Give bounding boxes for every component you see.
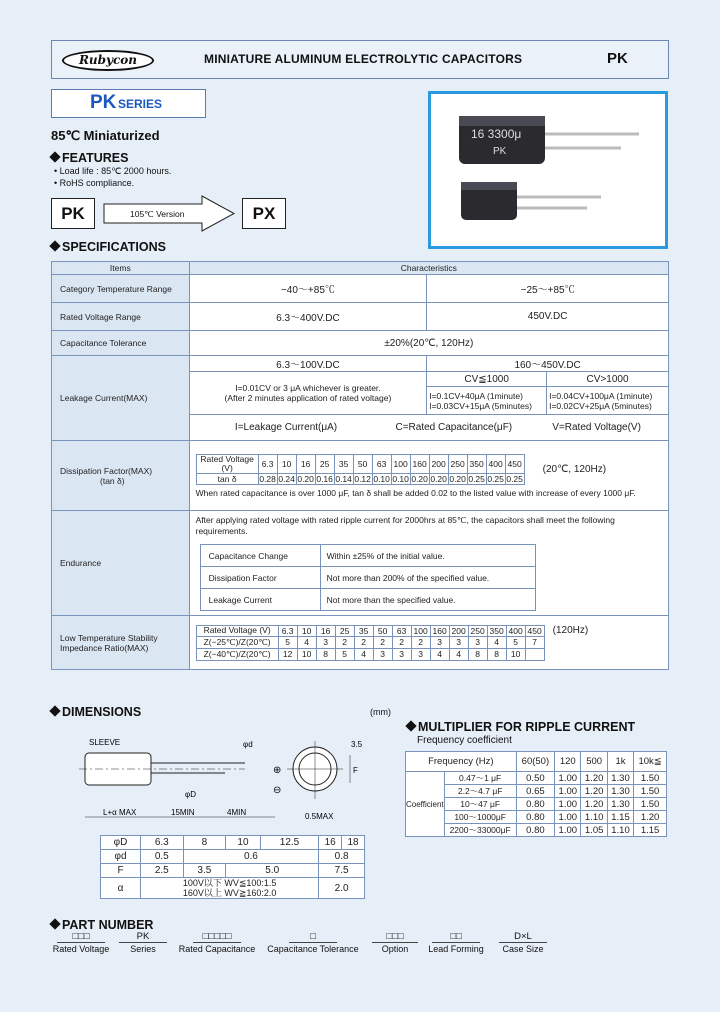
part-number-code: □ — [289, 931, 337, 943]
endurance-label: Endurance — [52, 511, 190, 616]
lt-label-line2: Impedance Ratio(MAX) — [60, 642, 149, 653]
lt-voltage: 200 — [449, 625, 468, 636]
dim-F: 5.0 — [226, 864, 319, 878]
df-tan: 0.25 — [487, 473, 504, 484]
mult-value: 1.30 — [607, 798, 633, 811]
dim-D: 6.3 — [141, 836, 184, 850]
header-banner — [51, 40, 669, 79]
upgrade-label: 105℃ Version — [130, 209, 185, 219]
lt-ratio-25: 2 — [411, 636, 430, 648]
lt-ratio-25: 3 — [430, 636, 449, 648]
lt-ratio-40: 4 — [449, 648, 468, 660]
specifications-heading — [51, 240, 166, 254]
part-number-label: Capacitance Tolerance — [267, 944, 359, 954]
df-label-sub: (tan δ) — [100, 475, 125, 486]
lt-ratio-40: 3 — [411, 648, 430, 660]
lt-ratio-25: 4 — [297, 636, 316, 648]
lt-voltage: 63 — [392, 625, 411, 636]
endurance-value: Not more than the specified value. — [320, 589, 535, 611]
lt-ratio-25: 7 — [525, 636, 544, 648]
lt-voltage: 6.3 — [278, 625, 297, 636]
lt-voltage: 35 — [354, 625, 373, 636]
dim-F: 7.5 — [319, 864, 365, 878]
lt-ratio-40: 8 — [468, 648, 487, 660]
lt-voltage: 350 — [487, 625, 506, 636]
mult-range: 2200〜33000μF — [444, 824, 516, 837]
legend-c: C=Rated Capacitance(μF) — [395, 422, 513, 433]
dimension-drawing — [75, 733, 375, 833]
features-heading-text: FEATURES — [62, 151, 129, 165]
df-voltage: 160 — [410, 454, 429, 473]
diamond-bullet-icon — [49, 151, 60, 162]
lt-label — [52, 616, 190, 670]
endurance-cell — [189, 511, 668, 616]
df-voltage: 35 — [334, 454, 353, 473]
capacitor-image — [431, 94, 665, 246]
dim-alpha-1b: 160V以上 WV≧160:2.0 — [182, 888, 277, 898]
df-tan: 0.10 — [392, 473, 409, 484]
mult-coef-head: Coefficient — [406, 772, 445, 837]
lt-ratio-40: 12 — [278, 648, 297, 660]
part-number-field — [113, 931, 173, 954]
dim-alpha-1 — [141, 878, 319, 899]
mult-value: 1.20 — [581, 798, 607, 811]
df-voltage: 450 — [505, 454, 524, 473]
df-tan: 0.28 — [259, 473, 276, 484]
mult-freq-head: Frequency (Hz) — [406, 752, 517, 772]
lt-ratio-40: 4 — [430, 648, 449, 660]
part-number-field — [177, 931, 257, 954]
mult-value: 1.50 — [634, 772, 667, 785]
tolerance-value: ±20%(20℃, 120Hz) — [189, 331, 668, 356]
tolerance-label: Capacitance Tolerance — [52, 331, 190, 356]
subtitle: 85℃ Miniaturized — [51, 128, 160, 143]
lt-ratio-40: 8 — [487, 648, 506, 660]
leakage-formula-high — [547, 387, 669, 415]
dim-F: 3.5 — [183, 864, 226, 878]
endurance-item: Capacitance Change — [200, 545, 320, 567]
dim-head-alpha: α — [101, 878, 141, 899]
part-number-code: □□□ — [372, 931, 418, 943]
sleeve-label: SLEEVE — [89, 738, 121, 747]
part-number-label: Lead Forming — [428, 944, 484, 954]
feature-item: • RoHS compliance. — [54, 178, 135, 188]
f-label: F — [353, 766, 358, 775]
mult-freq: 10k≦ — [634, 752, 667, 772]
df-tan: 0.20 — [297, 473, 314, 484]
multiplier-subtitle: Frequency coefficient — [417, 735, 512, 746]
dim-alpha-1a: 100V以下 WV≦100:1.5 — [182, 878, 277, 888]
df-tan: 0.20 — [449, 473, 466, 484]
mult-value: 1.15 — [607, 811, 633, 824]
lt-ratio-40: 4 — [354, 648, 373, 660]
min15-label: 15MIN — [171, 808, 195, 817]
part-number-field — [369, 931, 421, 954]
mult-range: 2.2〜4.7 μF — [444, 785, 516, 798]
dim-d: 0.8 — [319, 850, 365, 864]
mult-value: 1.00 — [555, 798, 581, 811]
col-characteristics: Characteristics — [189, 262, 668, 275]
df-tan: 0.14 — [335, 473, 352, 484]
df-table — [196, 454, 525, 485]
lt-ratio-25: 3 — [316, 636, 335, 648]
dimensions-heading-text: DIMENSIONS — [62, 705, 142, 719]
mult-freq: 500 — [581, 752, 607, 772]
diamond-bullet-icon — [49, 240, 60, 251]
leakage-high-line2: I=0.02CV+25μA (5minutes) — [549, 400, 652, 411]
l-label: L+α MAX — [103, 808, 137, 817]
mult-range: 100〜1000μF — [444, 811, 516, 824]
lt-ratio-40: 8 — [316, 648, 335, 660]
dimensions-unit: (mm) — [370, 707, 391, 717]
dim-head-F: F — [101, 864, 141, 878]
lt-voltage: 250 — [468, 625, 487, 636]
mult-value: 1.10 — [607, 824, 633, 837]
lt-voltage: 10 — [297, 625, 316, 636]
lt-ratio-40: 10 — [297, 648, 316, 660]
dim-35-label: 3.5 — [351, 740, 363, 749]
mult-freq: 120 — [555, 752, 581, 772]
mult-value: 1.20 — [581, 772, 607, 785]
mult-range: 10〜47 μF — [444, 798, 516, 811]
leakage-range-a: 6.3〜100V.DC — [189, 356, 427, 372]
mult-value: 1.00 — [555, 811, 581, 824]
df-tan: 0.25 — [468, 473, 485, 484]
part-number-code: □□ — [432, 931, 480, 943]
leakage-legend — [189, 415, 668, 441]
lt-voltage: 450 — [525, 625, 544, 636]
diamond-bullet-icon — [405, 720, 416, 731]
dimensions-table — [100, 835, 365, 899]
dim-alpha-2: 2.0 — [319, 878, 365, 899]
df-voltage: 200 — [429, 454, 448, 473]
page-title: MINIATURE ALUMINUM ELECTROLYTIC CAPACITORS — [204, 52, 523, 66]
df-tan: 0.20 — [430, 473, 447, 484]
part-number-code: □□□□□ — [193, 931, 241, 943]
part-number-label: Series — [130, 944, 156, 954]
dim-D: 16 — [319, 836, 342, 850]
df-voltage: 25 — [315, 454, 334, 473]
df-voltage: 100 — [391, 454, 410, 473]
df-voltage: 10 — [277, 454, 296, 473]
part-number-label: Option — [381, 944, 409, 954]
part-number-field — [263, 931, 363, 954]
endurance-value: Not more than 200% of the specified value. — [320, 567, 535, 589]
leakage-low-line1: I=0.1CV+40μA (1minute) — [429, 390, 523, 401]
part-number-row — [51, 931, 571, 961]
endurance-item: Dissipation Factor — [200, 567, 320, 589]
mult-value: 1.20 — [581, 785, 607, 798]
df-note: When rated capacitance is over 1000 μF, tan δ shall be added 0.02 to the listed value with increase of every 1000 μF. — [195, 487, 636, 498]
min4-label: 4MIN — [227, 808, 247, 817]
part-number-field — [423, 931, 489, 954]
lt-voltage: 400 — [506, 625, 525, 636]
dim-head-D: φD — [101, 836, 141, 850]
lt-ratio-25: 2 — [392, 636, 411, 648]
multiplier-heading — [407, 720, 635, 734]
phi-d-small-label: φd — [243, 740, 253, 749]
lt-label-line1: Low Temperature Stability — [60, 632, 158, 643]
phi-d-big-label: φD — [185, 790, 196, 799]
lt-ratio-25: 5 — [278, 636, 297, 648]
mult-value: 1.50 — [634, 798, 667, 811]
mult-freq: 1k — [607, 752, 633, 772]
voltage-label: Rated Voltage Range — [52, 303, 190, 331]
feature-item: • Load life : 85℃ 2000 hours. — [54, 166, 172, 176]
endurance-value: Within ±25% of the initial value. — [320, 545, 535, 567]
lt-ratio-25: 5 — [506, 636, 525, 648]
part-number-heading-text: PART NUMBER — [62, 918, 154, 932]
lt-voltage: 50 — [373, 625, 392, 636]
features-heading — [51, 151, 128, 165]
leakage-low-line2: I=0.03CV+15μA (5minutes) — [429, 400, 532, 411]
part-number-code: □□□ — [57, 931, 105, 943]
df-tan: 0.10 — [373, 473, 390, 484]
plus-icon: ⊕ — [273, 765, 282, 776]
leakage-formula-a-line1: I=0.01CV or 3 μA whichever is greater. — [235, 383, 381, 393]
mult-value: 0.65 — [516, 785, 554, 798]
dim-D: 10 — [226, 836, 261, 850]
part-number-label: Case Size — [502, 944, 544, 954]
df-cell — [189, 441, 668, 511]
lt-voltage: 16 — [316, 625, 335, 636]
endurance-item: Leakage Current — [200, 589, 320, 611]
mult-value: 1.15 — [634, 824, 667, 837]
mult-value: 1.00 — [555, 785, 581, 798]
df-voltage: 16 — [296, 454, 315, 473]
df-tan-head: tan δ — [196, 473, 258, 484]
lt-ratio-25: 2 — [373, 636, 392, 648]
series-code: PK — [607, 50, 628, 67]
mult-value: 0.80 — [516, 811, 554, 824]
leakage-label: Leakage Current(MAX) — [52, 356, 190, 441]
series-box-word: SERIES — [118, 97, 163, 111]
df-voltage: 250 — [448, 454, 467, 473]
lt-ratio-25: 2 — [335, 636, 354, 648]
lt-cell — [189, 616, 668, 670]
capacitor-series-marking: PK — [493, 146, 507, 157]
lt-ratio-25: 3 — [468, 636, 487, 648]
upgrade-from-box: PK — [51, 198, 95, 229]
diamond-bullet-icon — [49, 918, 60, 929]
multiplier-heading-text: MULTIPLIER FOR RIPPLE CURRENT — [418, 720, 636, 734]
df-voltage: 63 — [372, 454, 391, 473]
voltage-value-b: 450V.DC — [427, 303, 669, 331]
dim-d: 0.6 — [183, 850, 319, 864]
part-number-code: PK — [119, 931, 167, 943]
df-voltage: 6.3 — [258, 454, 277, 473]
upgrade-to-box: PX — [242, 198, 286, 229]
legend-i: I=Leakage Current(μA) — [234, 422, 338, 433]
endurance-intro: After applying rated voltage with rated ripple current for 2000hrs at 85℃, the capacitors shall meet the following requirements. — [195, 515, 615, 536]
brand-logo: Rubycon — [62, 50, 154, 71]
df-tan: 0.25 — [506, 473, 523, 484]
mult-freq: 60(50) — [516, 752, 554, 772]
part-number-field — [51, 931, 111, 954]
leakage-range-b: 160〜450V.DC — [427, 356, 669, 372]
dim-05-label: 0.5MAX — [305, 812, 334, 821]
leakage-high-line1: I=0.04CV+100μA (1minute) — [549, 390, 653, 401]
df-conditions: (20℃, 120Hz) — [542, 463, 607, 475]
lt-row2-head: Z(−40℃)/Z(20℃) — [196, 648, 278, 660]
mult-value: 0.50 — [516, 772, 554, 785]
part-number-code: D×L — [499, 931, 547, 943]
lt-ratio-25: 2 — [354, 636, 373, 648]
temp-value-a: −40〜+85℃ — [189, 275, 427, 303]
lt-ratio-40 — [525, 648, 544, 660]
capacitor-marking: 16 3300μ — [471, 127, 522, 141]
series-label-box — [51, 89, 206, 118]
mult-value: 1.20 — [634, 811, 667, 824]
mult-value: 0.80 — [516, 798, 554, 811]
lt-ratio-40: 3 — [392, 648, 411, 660]
lt-ratio-40: 5 — [335, 648, 354, 660]
mult-range: 0.47〜1 μF — [444, 772, 516, 785]
dim-D: 12.5 — [260, 836, 318, 850]
mult-value: 1.00 — [555, 824, 581, 837]
lt-ratio-40: 3 — [373, 648, 392, 660]
mult-value: 1.00 — [555, 772, 581, 785]
lt-voltage: 25 — [335, 625, 354, 636]
leakage-cv-high: CV>1000 — [547, 372, 669, 387]
lt-voltage: 160 — [430, 625, 449, 636]
df-voltage-head: Rated Voltage (V) — [196, 454, 258, 473]
df-tan: 0.24 — [278, 473, 295, 484]
dim-F: 2.5 — [141, 864, 184, 878]
dim-D: 18 — [342, 836, 365, 850]
df-tan: 0.20 — [411, 473, 428, 484]
lt-ratio-25: 3 — [449, 636, 468, 648]
df-voltage: 400 — [486, 454, 505, 473]
legend-v: V=Rated Voltage(V) — [552, 422, 641, 433]
mult-value: 1.30 — [607, 772, 633, 785]
specifications-table — [51, 261, 669, 670]
mult-value: 1.30 — [607, 785, 633, 798]
df-label-text: Dissipation Factor(MAX) — [60, 465, 153, 476]
temp-value-b: −25〜+85℃ — [427, 275, 669, 303]
temp-label: Category Temperature Range — [52, 275, 190, 303]
leakage-cv-low: CV≦1000 — [427, 372, 547, 387]
lt-voltage-head: Rated Voltage (V) — [196, 625, 278, 636]
part-number-field — [495, 931, 551, 954]
dimensions-heading — [51, 705, 141, 719]
multiplier-table — [405, 751, 667, 837]
minus-icon: ⊖ — [273, 785, 282, 796]
mult-value: 1.50 — [634, 785, 667, 798]
lt-conditions: (120Hz) — [552, 624, 589, 636]
dim-D: 8 — [183, 836, 226, 850]
lt-voltage: 100 — [411, 625, 430, 636]
part-number-heading — [51, 918, 153, 932]
endurance-table — [200, 544, 536, 611]
df-label — [52, 441, 190, 511]
series-box-code: PK — [90, 92, 117, 113]
leakage-formula-a-line2: (After 2 minutes application of rated voltage) — [224, 393, 392, 403]
leakage-formula-a — [189, 372, 427, 415]
voltage-value-a: 6.3〜400V.DC — [189, 303, 427, 331]
specifications-heading-text: SPECIFICATIONS — [62, 240, 166, 254]
lt-table — [196, 625, 545, 661]
lt-ratio-25: 4 — [487, 636, 506, 648]
product-photo — [428, 91, 668, 249]
diamond-bullet-icon — [49, 705, 60, 716]
mult-value: 1.05 — [581, 824, 607, 837]
dim-d: 0.5 — [141, 850, 184, 864]
leakage-formula-low — [427, 387, 547, 415]
mult-value: 0.80 — [516, 824, 554, 837]
df-tan: 0.12 — [354, 473, 371, 484]
df-tan: 0.16 — [316, 473, 333, 484]
part-number-label: Rated Capacitance — [178, 944, 256, 954]
dim-head-d: φd — [101, 850, 141, 864]
df-voltage: 50 — [353, 454, 372, 473]
df-voltage: 350 — [467, 454, 486, 473]
col-items: Items — [52, 262, 190, 275]
part-number-label: Rated Voltage — [52, 944, 110, 954]
lt-ratio-40: 10 — [506, 648, 525, 660]
mult-value: 1.10 — [581, 811, 607, 824]
lt-row1-head: Z(−25℃)/Z(20℃) — [196, 636, 278, 648]
